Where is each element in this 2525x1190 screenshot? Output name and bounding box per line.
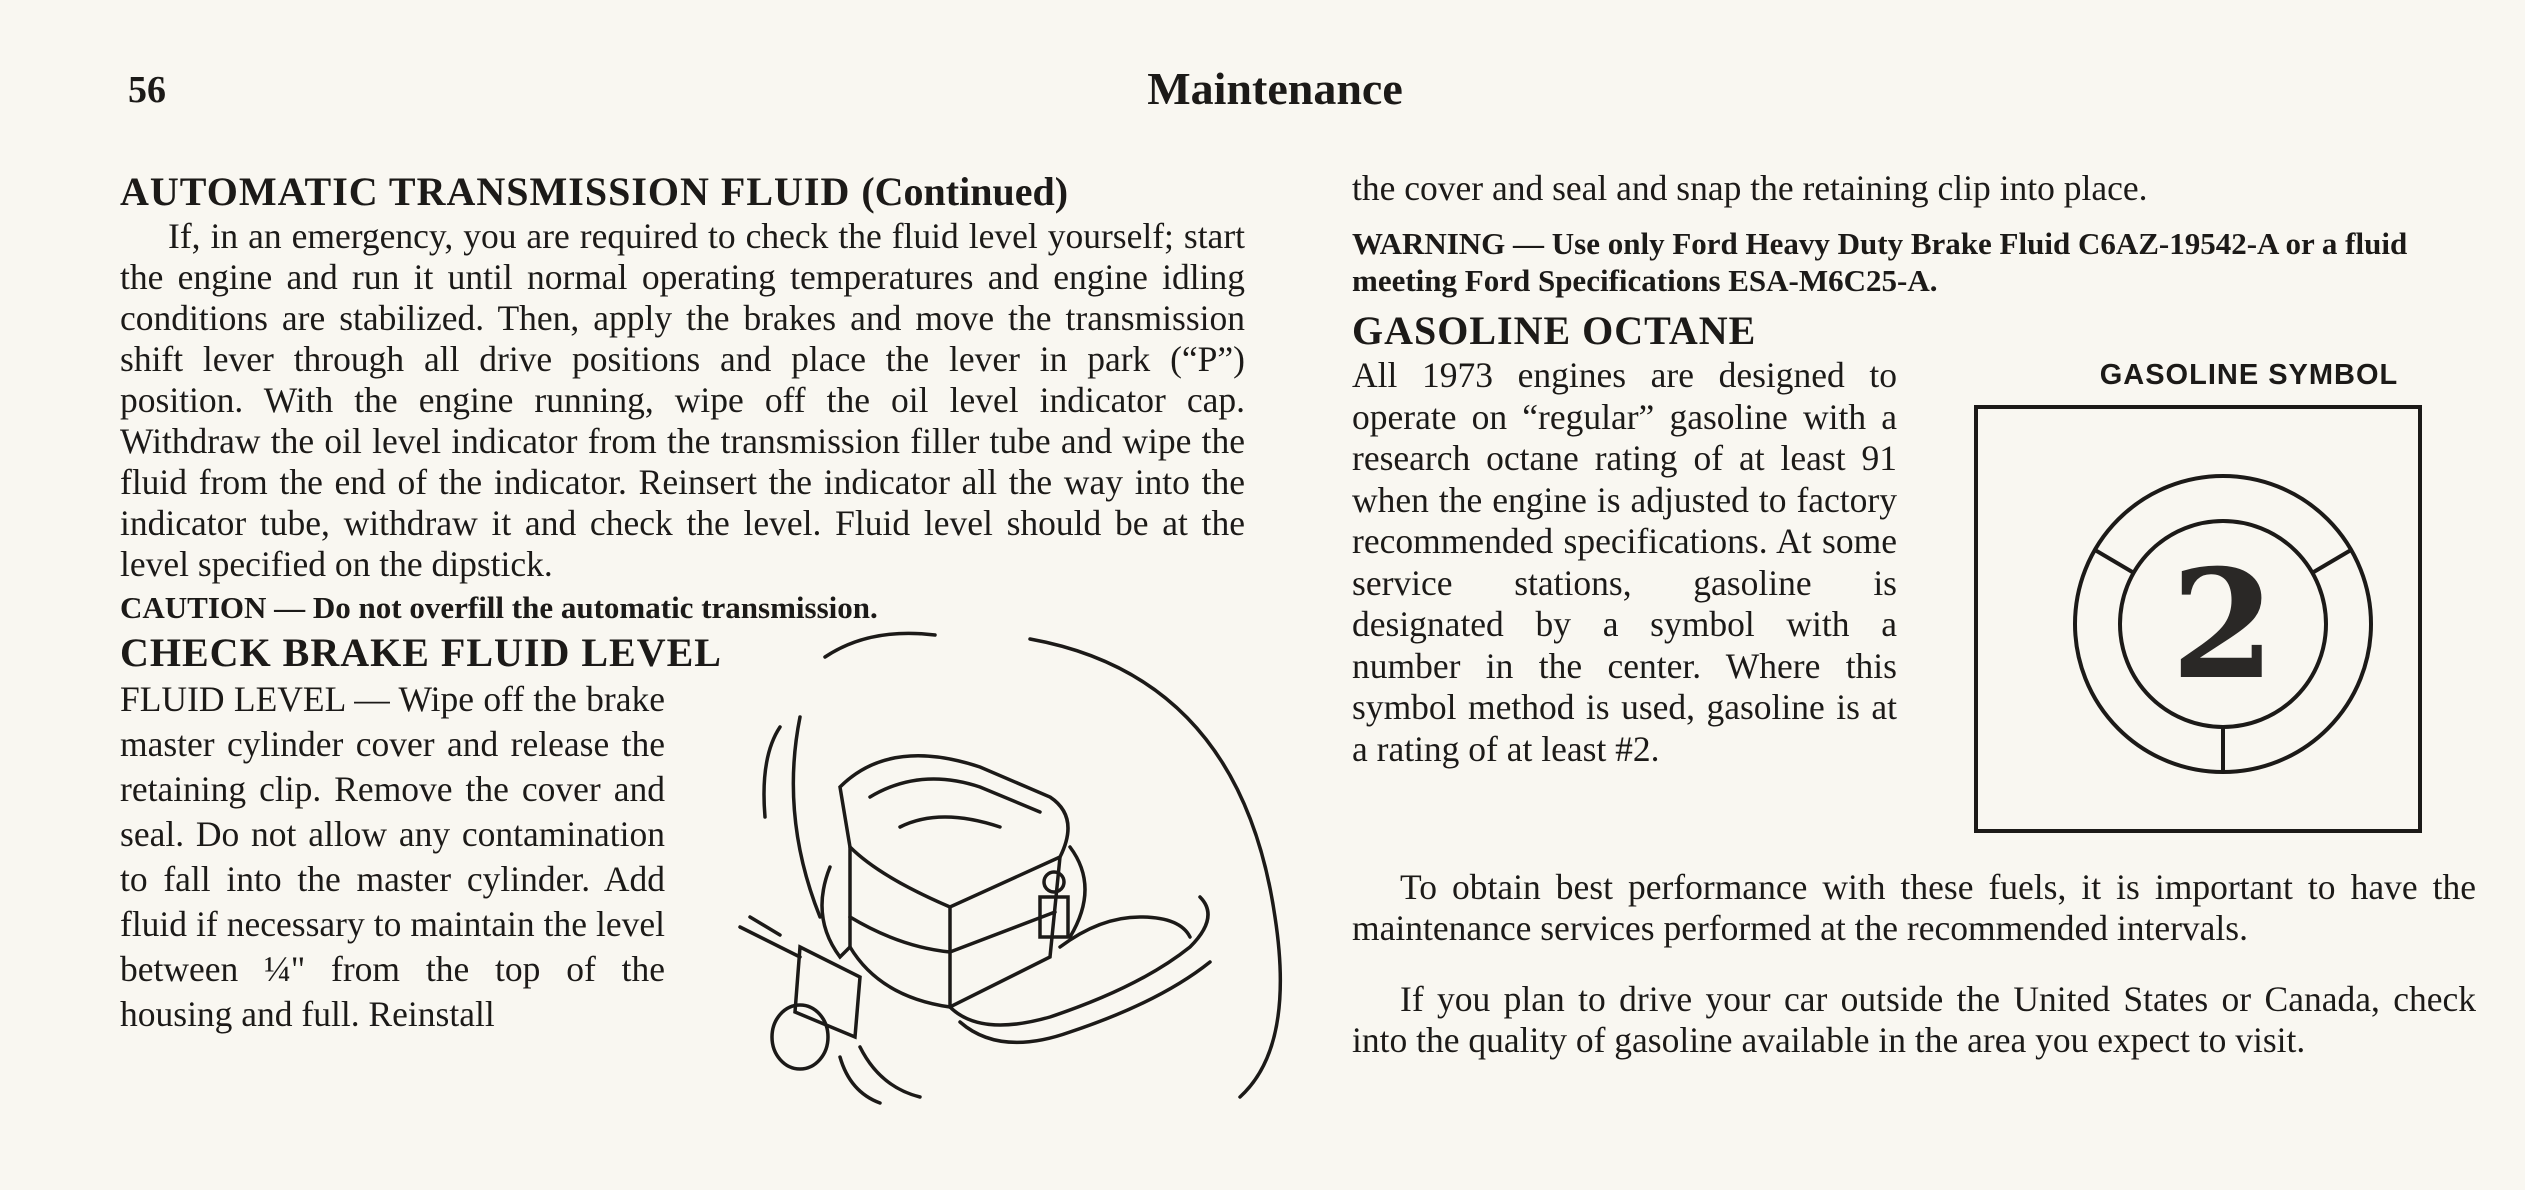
brake-heading: CHECK BRAKE FLUID LEVEL [120, 630, 722, 675]
page-number: 56 [128, 69, 166, 111]
left-column [120, 168, 1245, 1127]
master-cylinder-illustration [720, 617, 1350, 1107]
transmission-heading-text: AUTOMATIC TRANSMISSION FLUID [120, 169, 851, 214]
gasoline-symbol-graphic [1978, 409, 2418, 829]
transmission-heading [120, 168, 1245, 216]
gasoline-text-block [1352, 355, 1897, 770]
gasoline-symbol-number: 2 [2170, 537, 2276, 713]
brake-continued: the cover and seal and snap the retaining clip into place. [1352, 168, 2148, 208]
brake-text-block [120, 677, 665, 1037]
gasoline-section [1352, 355, 2476, 845]
gasoline-symbol-caption: GASOLINE SYMBOL [2099, 359, 2399, 391]
transmission-heading-suffix: (Continued) [861, 169, 1069, 214]
gasoline-para-travel: If you plan to drive your car outside the United States or Canada, check into the quality of gasoline available in the area you expect to visit. [1352, 979, 2476, 1060]
transmission-body: If, in an emergency, you are required to check the fluid level yourself; start the engine and run it until normal operating temperatures and engine idling conditions are stabilized. Then, apply the brakes and move the transmission shift lever through all drive positions and place the lever in park (“P”) position. With the engine running, wipe off the oil level indicator cap. Withdraw the oil level indicator from the transmission filler tube and wipe the fluid from the end of the indicator. Reinsert the indicator all the way into the indicator tube, withdraw it and check the level. Fluid level should be at the level specified on the dipstick. [120, 216, 1245, 584]
brake-section [120, 677, 1245, 1127]
transmission-caution: CAUTION — Do not overfill the automatic transmission. [120, 590, 878, 625]
gasoline-para-performance: To obtain best performance with these fuels, it is important to have the maintenance services performed at the recommended intervals. [1352, 867, 2476, 948]
page-title: Maintenance [1147, 63, 1403, 114]
gasoline-body: All 1973 engines are designed to operate on “regular” gasoline with a research octane rating of at least 91 when the engine is adjusted to factory recommended specifications. At some service stations, gasoline is designated by a symbol with a number in the center. Where this symbol method is used, gasoline is at a rating of at least #2. [1352, 355, 1897, 769]
gasoline-symbol [1974, 405, 2422, 833]
right-column [1352, 168, 2476, 1061]
brake-body: FLUID LEVEL — Wipe off the brake master cylinder cover and release the retaining clip. Remove the cover and seal. Do not allow any contamination to fall into the master cylinder. Add fluid if necessary to maintain the level between ¼" from the top of the housing and full. Reinstall [120, 679, 665, 1034]
brake-warning: WARNING — Use only Ford Heavy Duty Brake Fluid C6AZ-19542-A or a fluid meeting Ford Specifications ESA-M6C25-A. [1352, 226, 2408, 298]
gasoline-heading: GASOLINE OCTANE [1352, 308, 1757, 353]
